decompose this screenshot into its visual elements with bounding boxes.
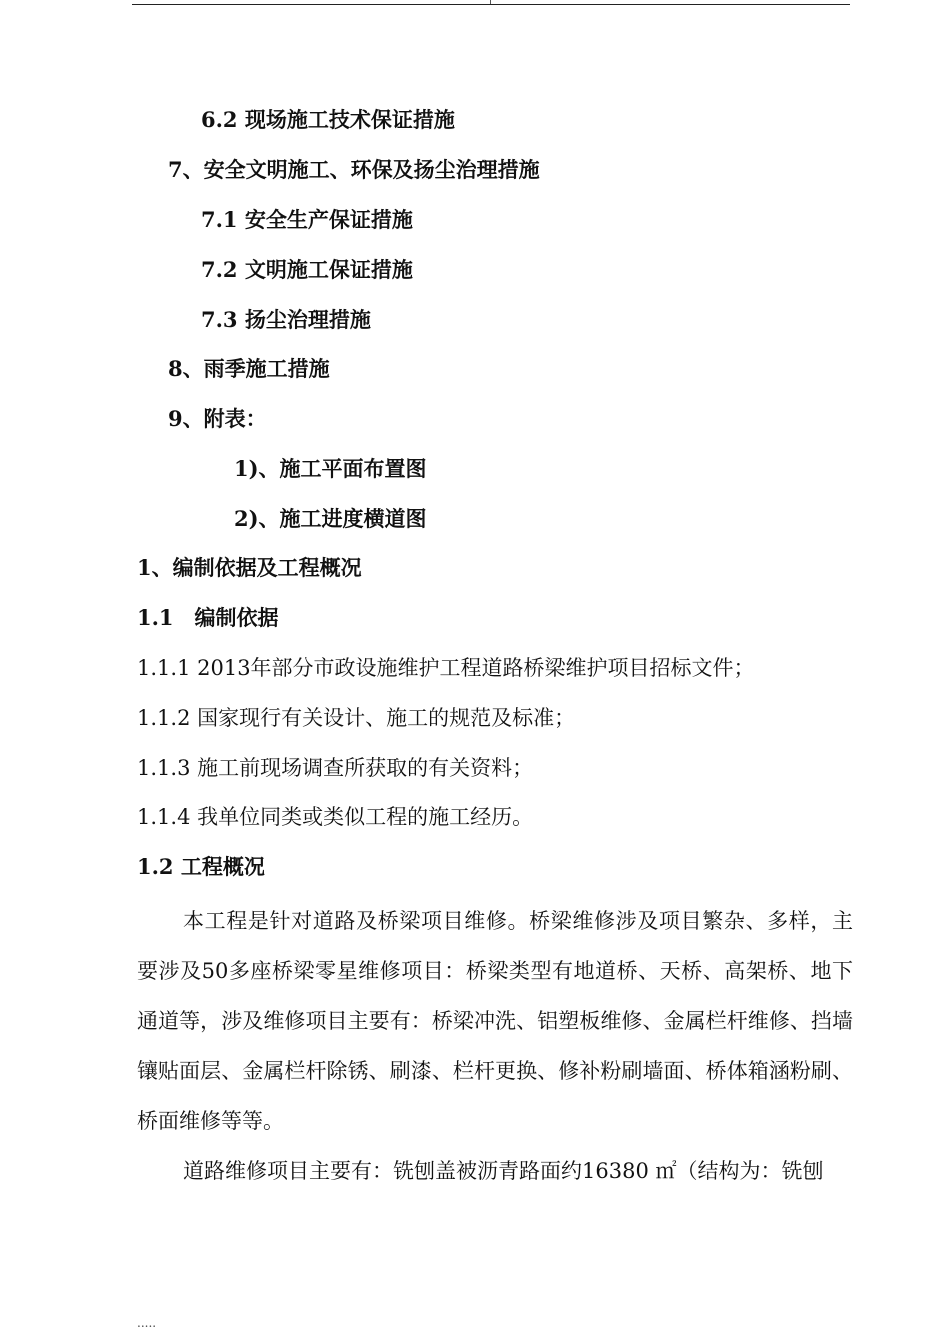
toc-9: 9、附表：: [168, 406, 267, 431]
toc-8: 8、雨季施工措施: [168, 356, 330, 381]
toc-7: 7、安全文明施工、环保及扬尘治理措施: [168, 157, 540, 182]
toc-6-2: 6.2 现场施工技术保证措施: [201, 107, 455, 132]
basis-item-2: 1.1.2 国家现行有关设计、施工的规范及标准；: [137, 706, 576, 730]
section-heading-1: 1、编制依据及工程概况: [137, 555, 362, 580]
toc-attachment-1: 1)、施工平面布置图: [234, 456, 427, 481]
toc-7-2: 7.2 文明施工保证措施: [201, 257, 413, 282]
overview-body: [137, 896, 853, 1196]
basis-item-4: 1.1.4 我单位同类或类似工程的施工经历。: [137, 805, 534, 829]
basis-item-3: 1.1.3 施工前现场调查所获取的有关资料；: [137, 756, 534, 780]
toc-7-3: 7.3 扬尘治理措施: [201, 307, 371, 332]
header-rule: [132, 4, 850, 5]
overview-paragraph-2: 道路维修项目主要有：铣刨盖被沥青路面约16380 ㎡（结构为：铣刨: [183, 1159, 824, 1183]
basis-item-1: 1.1.1 2013年部分市政设施维护工程道路桥梁维护项目招标文件；: [137, 656, 755, 680]
toc-attachment-2: 2)、施工进度横道图: [234, 506, 427, 531]
section-heading-1-2: 1.2 工程概况: [137, 854, 265, 879]
toc-7-1: 7.1 安全生产保证措施: [201, 207, 413, 232]
footer-dots: .....: [137, 1316, 157, 1330]
overview-paragraph-1: 本工程是针对道路及桥梁项目维修。桥梁维修涉及项目繁杂、多样，主要涉及50多座桥梁零星维修项目：桥梁类型有地道桥、天桥、高架桥、地下通道等，涉及维修项目主要有：桥梁冲洗、铝塑板维修、金属栏杆维修、挡墙镶贴面层、金属栏杆除锈、刷漆、栏杆更换、修补粉刷墙面、桥体箱涵粉刷、桥面维修等等。: [137, 909, 853, 1133]
header-tick: [490, 0, 491, 4]
section-heading-1-1: 1.1 编制依据: [137, 605, 279, 630]
